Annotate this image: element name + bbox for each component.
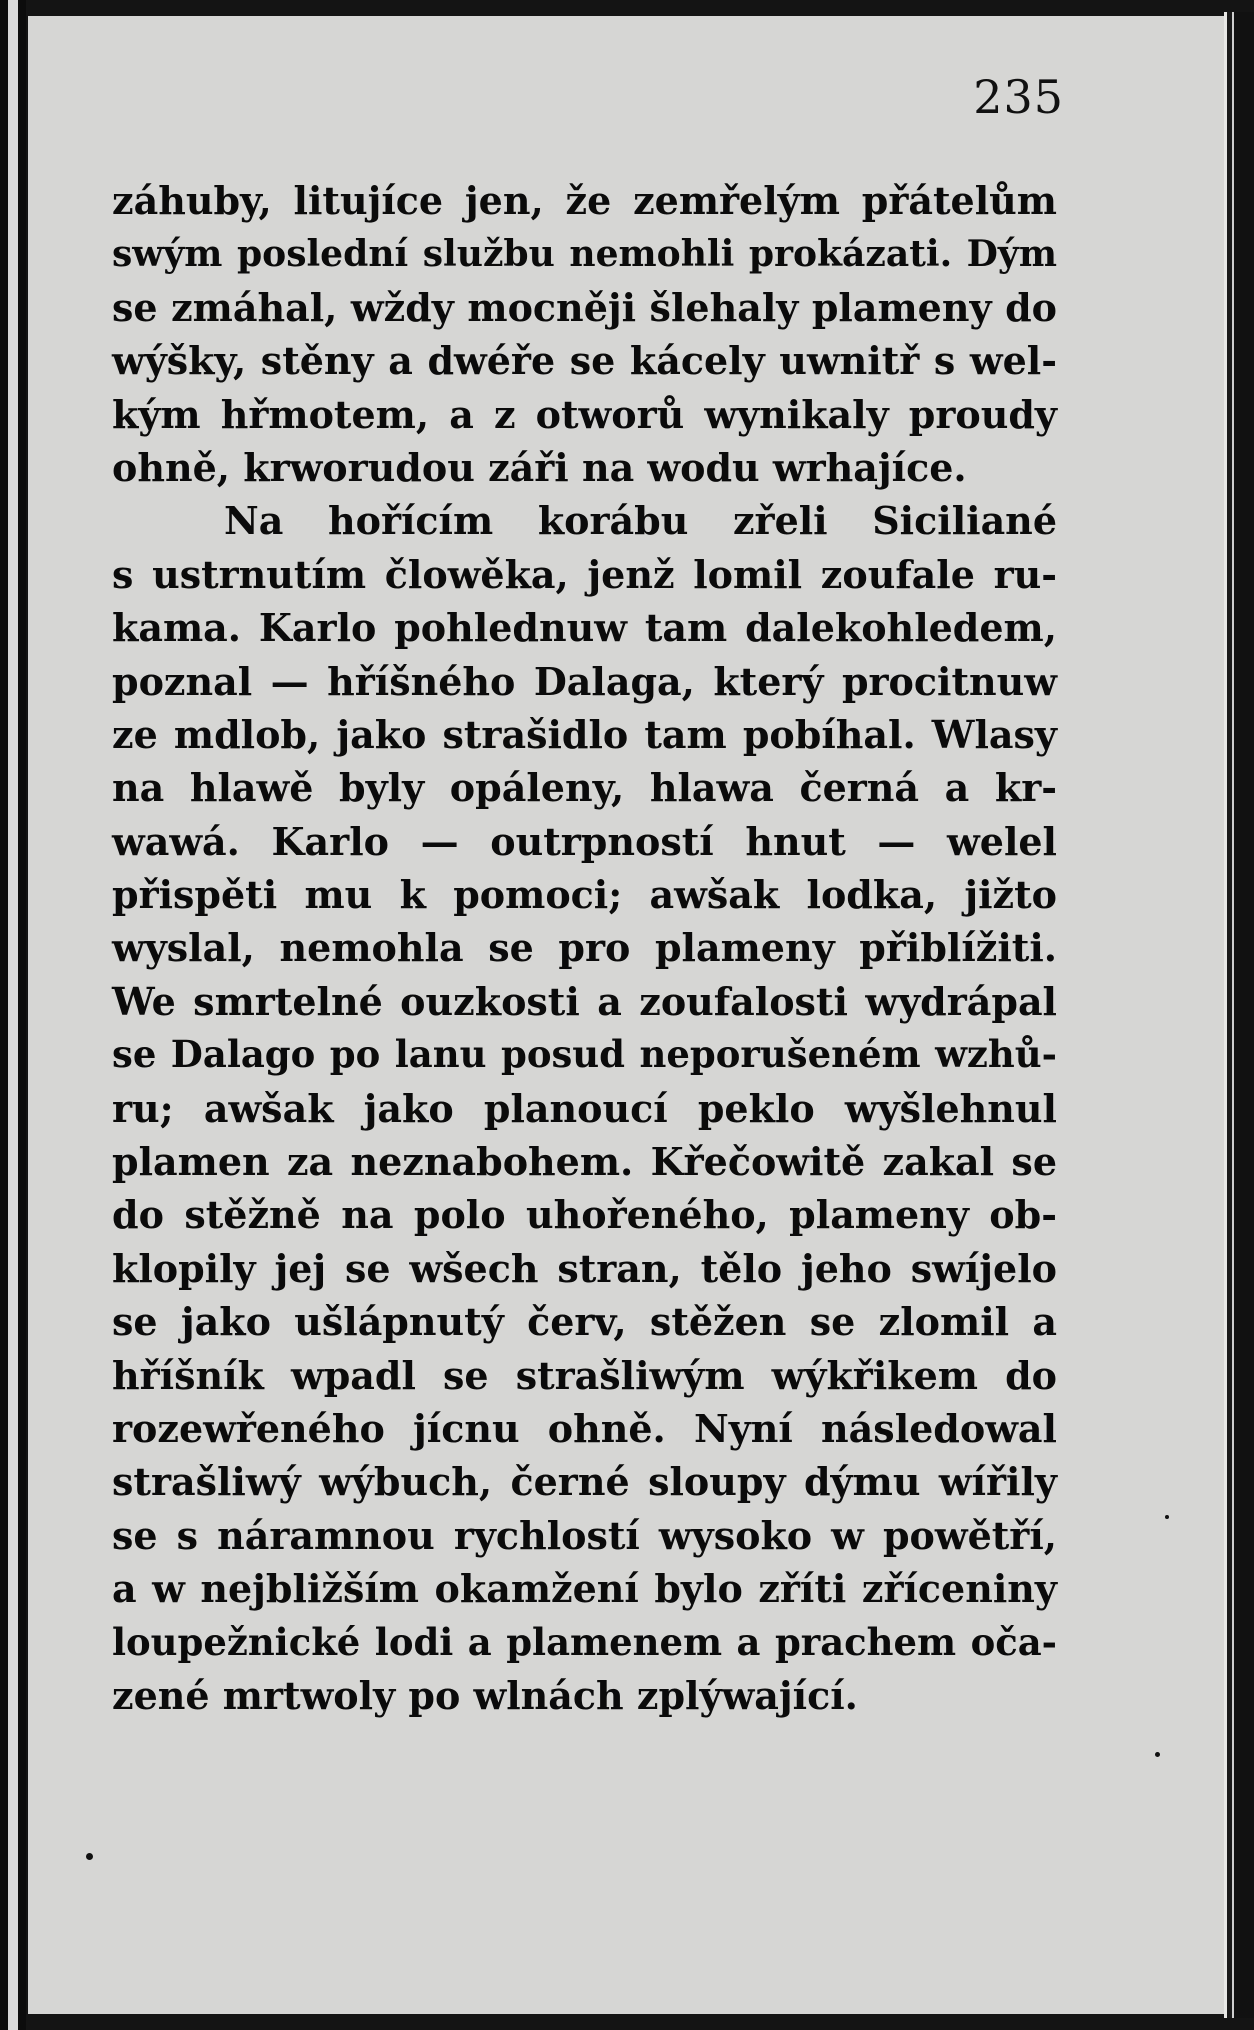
text-line: se Dalago po lanu posud neporušeném wzhů- <box>112 1032 1057 1077</box>
text-line: swým poslední službu nemohli prokázati. Dým <box>112 232 1057 276</box>
text-line: Na hořícím korábu zřeli Siciliané <box>224 498 1057 544</box>
text-line: záhuby, litujíce jen, že zemřelým přátelům <box>112 178 1057 223</box>
text-line: plamen za neznabohem. Křečowitě zakal se <box>112 1139 1057 1185</box>
text-line: se zmáhal, wždy mocněji šlehaly plameny do <box>112 284 1057 330</box>
page-body-text <box>112 174 1057 1722</box>
right-page-edge <box>1224 12 1254 2018</box>
text-line: rozewřeného jícnu ohně. Nyní následowal <box>112 1405 1057 1451</box>
text-line: ze mdlob, jako strašidlo tam pobíhal. Wlasy <box>112 711 1057 757</box>
text-line: kým hřmotem, a z otworů wynikaly proudy <box>112 391 1057 437</box>
text-line: poznal — hříšného Dalaga, který procitnuw <box>112 658 1057 704</box>
ink-speck <box>86 1853 93 1860</box>
left-page-edge <box>0 0 26 2030</box>
text-line: loupežnické lodi a plamenem a prachem oča- <box>112 1619 1057 1664</box>
text-line: a w nejbližším okamžení bylo zříti zříceniny <box>112 1566 1057 1612</box>
text-line: do stěžně na polo uhořeného, plameny ob- <box>112 1192 1057 1238</box>
text-line: hříšník wpadl se strašliwým wýkřikem do <box>112 1352 1057 1398</box>
text-line: na hlawě byly opáleny, hlawa černá a kr- <box>112 765 1057 811</box>
text-line: přispěti mu k pomoci; awšak lodka, jižto <box>112 872 1057 918</box>
text-line: zené mrtwoly po wlnách zplýwající. <box>112 1672 858 1718</box>
text-line: se s náramnou rychlostí wysoko w powětří, <box>112 1512 1057 1558</box>
text-line: klopily jej se wšech stran, tělo jeho swíjelo <box>112 1245 1057 1291</box>
text-line: We smrtelné ouzkosti a zoufalosti wydrápal <box>112 978 1057 1024</box>
text-line: se jako ušlápnutý červ, stěžen se zlomil a <box>112 1299 1057 1345</box>
text-line: wýšky, stěny a dwéře se kácely uwnitř s wel- <box>112 338 1057 384</box>
ink-speck <box>1155 1752 1160 1757</box>
ink-speck <box>1165 1515 1169 1519</box>
page-number: 235 <box>973 70 1064 124</box>
text-line: strašliwý wýbuch, černé sloupy dýmu wířily <box>112 1459 1057 1505</box>
text-line: kama. Karlo pohlednuw tam dalekohledem, <box>112 605 1057 651</box>
text-line: ru; awšak jako planoucí peklo wyšlehnul <box>112 1085 1057 1131</box>
text-line: wyslal, nemohla se pro plameny přiblížiti. <box>112 925 1057 971</box>
text-line: s ustrnutím člowěka, jenž lomil zoufale ru- <box>112 551 1057 597</box>
text-line: ohně, krworudou záři na wodu wrhajíce. <box>112 444 967 490</box>
text-line: wawá. Karlo — outrpností hnut — welel <box>112 818 1057 864</box>
